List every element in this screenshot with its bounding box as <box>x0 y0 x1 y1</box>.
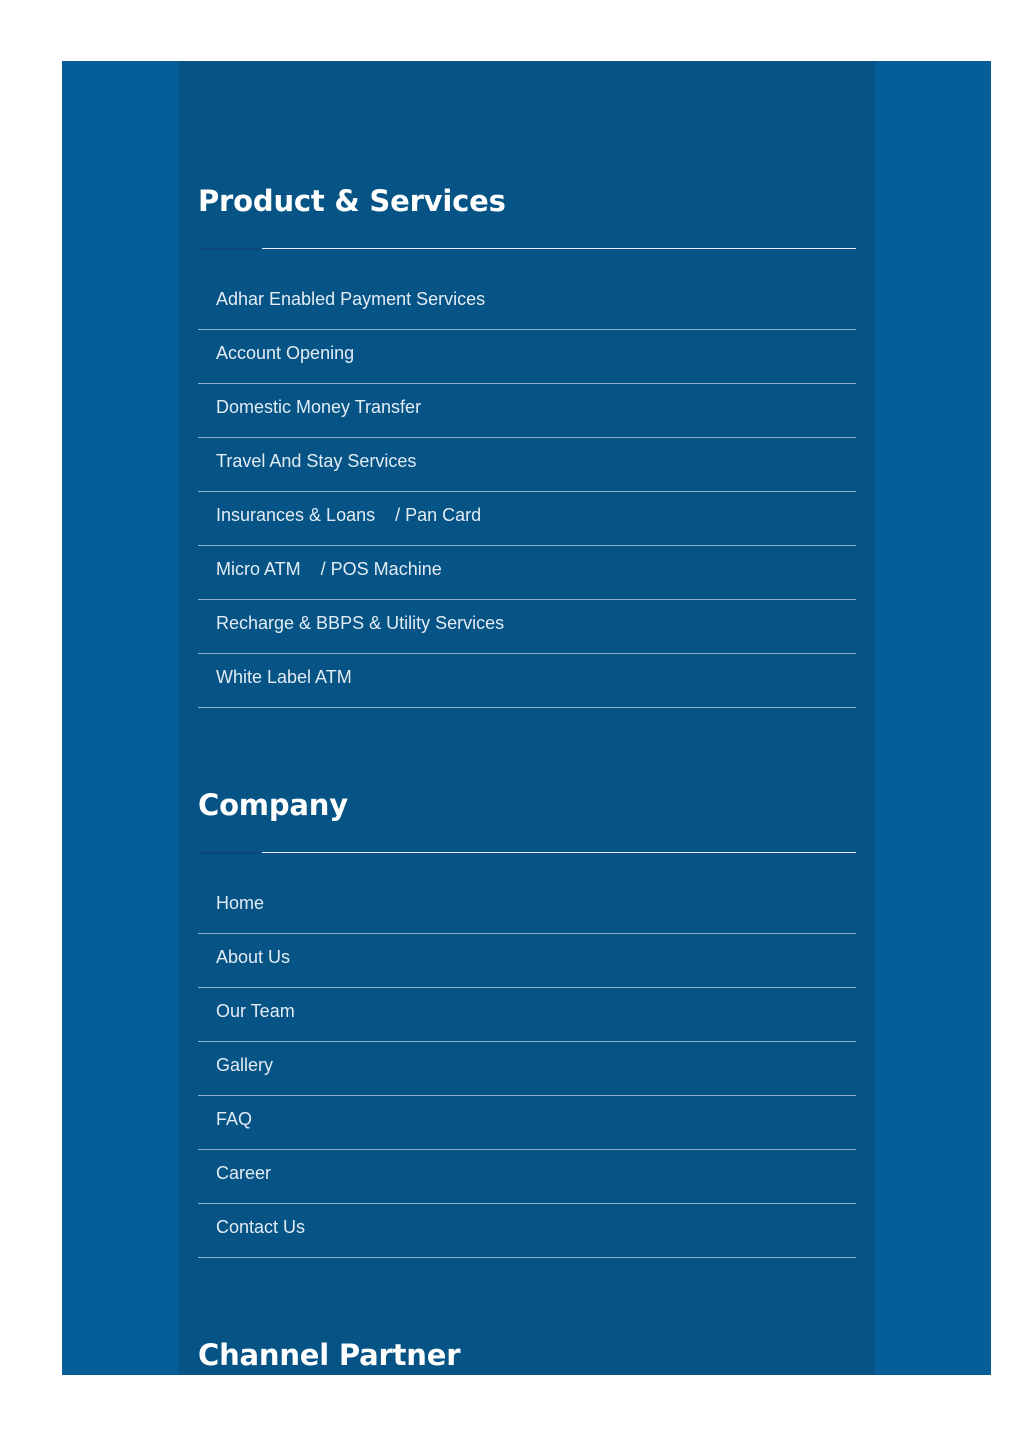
list-item <box>198 384 856 438</box>
product-services-section <box>198 180 856 708</box>
link-domestic-money-transfer[interactable]: Domestic Money Transfer <box>216 397 422 417</box>
list-item <box>198 276 856 330</box>
link-adhar-enabled-payment-services[interactable]: Adhar Enabled Payment Services <box>216 289 486 309</box>
company-section <box>198 784 856 1258</box>
link-contact-us[interactable]: Contact Us <box>216 1217 306 1237</box>
link-career[interactable]: Career <box>216 1163 272 1183</box>
section-divider <box>198 248 856 250</box>
divider-line <box>262 852 856 853</box>
company-heading: Company <box>198 788 348 822</box>
link-micro-atm-pos-machine[interactable]: Micro ATM / POS Machine <box>216 559 442 579</box>
link-recharge-bbps-utility[interactable]: Recharge & BBPS & Utility Services <box>216 613 505 633</box>
link-white-label-atm[interactable]: White Label ATM <box>216 667 352 687</box>
divider-line <box>262 248 856 249</box>
channel-partner-heading: Channel Partner <box>198 1338 461 1372</box>
link-our-team[interactable]: Our Team <box>216 1001 295 1021</box>
link-about-us[interactable]: About Us <box>216 947 291 967</box>
link-home[interactable]: Home <box>216 893 265 913</box>
list-item <box>198 546 856 600</box>
link-gallery[interactable]: Gallery <box>216 1055 274 1075</box>
list-item <box>198 880 856 934</box>
list-item <box>198 330 856 384</box>
link-account-opening[interactable]: Account Opening <box>216 343 355 363</box>
channel-partner-section <box>198 1334 856 1375</box>
divider-accent <box>198 248 261 250</box>
product-services-list <box>198 276 856 708</box>
link-faq[interactable]: FAQ <box>216 1109 253 1129</box>
section-divider <box>198 852 856 854</box>
list-item <box>198 600 856 654</box>
list-item <box>198 438 856 492</box>
company-list <box>198 880 856 1258</box>
list-item <box>198 988 856 1042</box>
list-item <box>198 1096 856 1150</box>
footer-links-panel <box>178 61 875 1375</box>
link-travel-and-stay-services[interactable]: Travel And Stay Services <box>216 451 417 471</box>
divider-accent <box>198 852 261 854</box>
list-item <box>198 492 856 546</box>
product-services-heading: Product & Services <box>198 184 506 218</box>
footer-background <box>62 61 991 1375</box>
list-item <box>198 1042 856 1096</box>
list-item <box>198 1204 856 1258</box>
list-item <box>198 934 856 988</box>
link-insurances-loans-pan-card[interactable]: Insurances & Loans / Pan Card <box>216 505 482 525</box>
list-item <box>198 1150 856 1204</box>
list-item <box>198 654 856 708</box>
